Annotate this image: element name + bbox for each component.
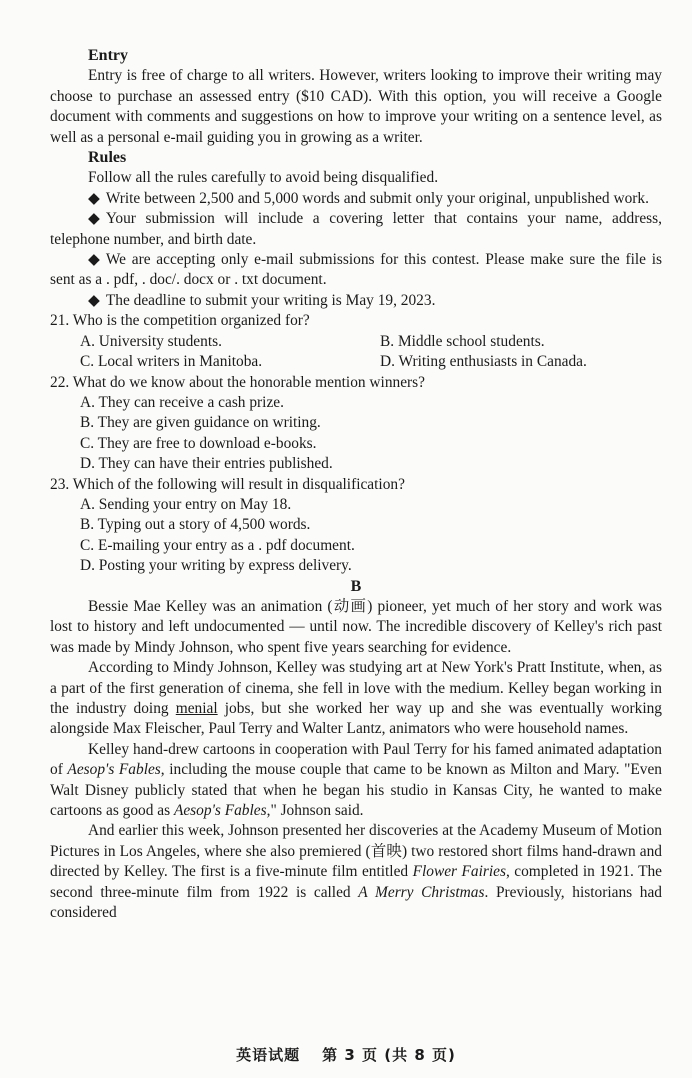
option-b: B. Middle school students. (380, 332, 545, 350)
rule-item-text: The deadline to submit your writing is May 19, 2023. (105, 291, 436, 309)
rule-item (50, 291, 662, 311)
italic-title: A Merry Christmas (358, 883, 485, 901)
italic-title: Aesop's Fables (67, 761, 161, 779)
italic-title: Aesop's Fables (173, 802, 267, 820)
paragraph-text: jobs, but she worked her way up and she was eventually working alongside Max Fleischer, Paul Terry and Walter Lantz, animators who were household names. (50, 700, 662, 738)
paragraph-text: According to Mindy Johnson, Kelley was studying art at New York's Pratt Institute, when, as a part of the first generation of cinema, she fell in love with the medium. Kelley began working in the industry doing (50, 659, 662, 717)
option-a: A. They can receive a cash prize. (80, 393, 284, 411)
passage-b-paragraph-3 (50, 740, 662, 822)
question-21-options-row-2 (80, 352, 662, 372)
section-b-label: B (350, 577, 362, 595)
diamond-bullet-icon: ◆ (88, 291, 100, 309)
option-b: B. They are given guidance on writing. (80, 414, 321, 432)
option-d: D. Posting your writing by express delivery. (80, 557, 352, 575)
paragraph-text: And earlier this week, Johnson presented her discoveries at the Academy Museum of Motion Pictures in Los Angeles, where she also premiered (首映) two restored short films hand-drawn and directed by Kelley. The first is a five-minute film entitled (50, 822, 662, 881)
rules-intro: Follow all the rules carefully to avoid being disqualified. (88, 169, 439, 187)
entry-paragraph: Entry is free of charge to all writers. However, writers looking to improve their writing may choose to purchase an assessed entry ($10 CAD). With this option, you will receive a Google document with comments and suggestions on how to improve your writing on a sentence level, as well as a personal e-mail guiding you in growing as a writer. (50, 67, 662, 146)
question-22-stem: 22. What do we know about the honorable mention winners? (50, 373, 425, 391)
footer-subject: 英语试题 (236, 1046, 301, 1064)
passage-b-paragraph-1: Bessie Mae Kelley was an animation (动画) pioneer, yet much of her story and work was lost to history and left undocumented — until now. The incredible discovery of Kelley's rich past was made by Mindy Johnson, who spent five years searching for evidence. (50, 597, 662, 656)
option-c: C. E-mailing your entry as a . pdf document. (80, 536, 355, 554)
passage-b-paragraph-4 (50, 821, 662, 923)
option-b: B. Typing out a story of 4,500 words. (80, 516, 311, 534)
option-c: C. They are free to download e-books. (80, 434, 317, 452)
paragraph-text: Kelley hand-drew cartoons in cooperation with Paul Terry for his famed animated adaptation of (50, 740, 662, 779)
underlined-word: menial (175, 700, 218, 717)
question-21-options-row-1 (80, 332, 662, 352)
rule-item-text: Your submission will include a covering letter that contains your name, address, telephone number, and birth date. (50, 210, 662, 248)
footer-page-number: 第 3 页 (共 8 页) (322, 1046, 456, 1064)
rule-item (50, 189, 662, 209)
diamond-bullet-icon: ◆ (88, 210, 100, 228)
entry-heading: Entry (88, 47, 128, 64)
rules-heading: Rules (88, 149, 127, 167)
option-d: D. Writing enthusiasts in Canada. (380, 353, 587, 371)
diamond-bullet-icon: ◆ (88, 189, 100, 207)
paragraph-text: , including the mouse couple that came to be known as Milton and Mary. "Even Walt Disney publicly stated that when he began his studio in Kansas City, he wanted to make cartoons as good as (50, 761, 662, 820)
diamond-bullet-icon: ◆ (88, 251, 100, 269)
page-content (50, 46, 662, 923)
option-c: C. Local writers in Manitoba. (80, 353, 263, 371)
question-21-stem: 21. Who is the competition organized for? (50, 312, 310, 330)
italic-title: Flower Fairies (412, 863, 506, 881)
option-a: A. University students. (80, 332, 222, 350)
paragraph-text: ," Johnson said. (266, 802, 364, 820)
paragraph-text: , completed in 1921. The second three-minute film from 1922 is called (50, 863, 663, 901)
paragraph-text: . Previously, historians had considered (50, 883, 663, 922)
option-d: D. They can have their entries published. (80, 455, 333, 473)
rule-item (50, 209, 662, 250)
rule-item-text: Write between 2,500 and 5,000 words and submit only your original, unpublished work. (105, 189, 649, 207)
page-footer (0, 1044, 692, 1065)
passage-b-paragraph-2 (50, 658, 662, 740)
option-a: A. Sending your entry on May 18. (80, 495, 292, 513)
rule-item-text: We are accepting only e-mail submissions for this contest. Please make sure the file is sent as a . pdf, . doc/. docx or . txt document. (50, 251, 662, 289)
rule-item (50, 250, 662, 291)
question-23-stem: 23. Which of the following will result in disqualification? (50, 475, 405, 493)
